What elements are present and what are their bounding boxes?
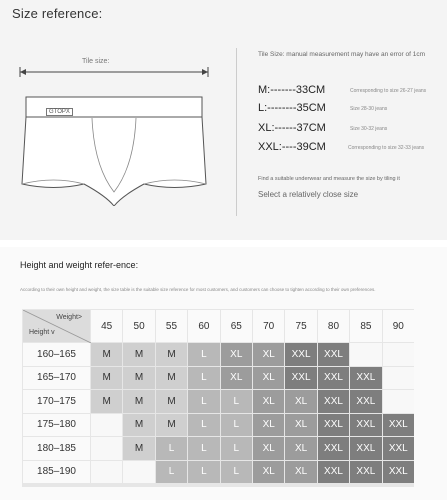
size-cell: L xyxy=(188,343,219,366)
size-cell xyxy=(350,343,381,366)
size-cell: XXL xyxy=(350,367,381,390)
weight-header: 75 xyxy=(285,310,316,342)
size-cell: XL xyxy=(221,367,252,390)
size-cell: XL xyxy=(253,343,284,366)
size-cell xyxy=(383,367,414,390)
height-header: 165–170 xyxy=(23,367,90,390)
size-cell: M xyxy=(156,343,187,366)
choose-size-hint: Select a relatively close size xyxy=(258,190,359,199)
weight-header: 85 xyxy=(350,310,381,342)
size-cell: XL xyxy=(253,367,284,390)
size-cell: XXL xyxy=(318,343,349,366)
size-cell: M xyxy=(91,343,122,366)
size-reference-title: Size reference: xyxy=(12,6,103,21)
size-cell: XXL xyxy=(285,343,316,366)
weight-header: 45 xyxy=(91,310,122,342)
weight-header: 60 xyxy=(188,310,219,342)
brand-label: GTOPX xyxy=(46,108,73,116)
size-cell: XL xyxy=(221,343,252,366)
size-cell: L xyxy=(221,414,252,437)
section-divider xyxy=(236,48,237,216)
size-cell: M xyxy=(123,437,154,460)
size-cell: L xyxy=(221,390,252,413)
size-cell: XXL xyxy=(285,367,316,390)
size-cell: XL xyxy=(253,414,284,437)
size-cell: L xyxy=(188,367,219,390)
size-cell: XL xyxy=(253,437,284,460)
size-cell: L xyxy=(188,437,219,460)
weight-axis-label: Weight> xyxy=(56,314,82,321)
size-cell: M xyxy=(123,343,154,366)
weight-header: 80 xyxy=(318,310,349,342)
size-cell xyxy=(91,414,122,437)
size-cell: M xyxy=(91,390,122,413)
measure-hint: Find a suitable underwear and measure the size by tiling it xyxy=(258,176,400,182)
height-header: 185–190 xyxy=(23,461,90,484)
size-cell xyxy=(383,390,414,413)
size-cell: XXL xyxy=(318,461,349,484)
size-cell: XXL xyxy=(383,414,414,437)
size-cell: XXL xyxy=(383,437,414,460)
size-cell: XL xyxy=(285,437,316,460)
size-cell: XL xyxy=(285,414,316,437)
size-cell xyxy=(123,461,154,484)
underwear-illustration xyxy=(14,56,224,206)
size-cell: XXL xyxy=(383,461,414,484)
size-cell xyxy=(91,437,122,460)
size-cell: XXL xyxy=(318,414,349,437)
size-note: Size 28-30 jeans xyxy=(350,106,388,112)
size-cell xyxy=(91,461,122,484)
size-label: XL:------37CM xyxy=(258,122,326,134)
size-cell: XL xyxy=(253,390,284,413)
size-cell: L xyxy=(156,461,187,484)
size-cell: XL xyxy=(253,461,284,484)
height-weight-description: According to their own height and weight, the size table is the suitable size reference for most customers, and customers can choose to tighten according to their own preferences. xyxy=(20,287,376,292)
size-cell: M xyxy=(156,390,187,413)
size-cell: L xyxy=(188,390,219,413)
size-cell: L xyxy=(188,414,219,437)
size-cell: XL xyxy=(285,390,316,413)
size-cell: XXL xyxy=(350,437,381,460)
height-weight-title: Height and weight refer-ence: xyxy=(20,260,139,270)
weight-header: 55 xyxy=(156,310,187,342)
size-cell: XXL xyxy=(350,390,381,413)
size-cell: M xyxy=(156,367,187,390)
size-cell: L xyxy=(188,461,219,484)
size-note: Size 30-32 jeans xyxy=(350,126,388,132)
size-cell: M xyxy=(91,367,122,390)
size-cell: M xyxy=(123,390,154,413)
size-cell: XXL xyxy=(350,414,381,437)
size-note: Corresponding to size 32-33 jeans xyxy=(348,145,425,151)
size-chart-table xyxy=(22,309,414,487)
size-label: L:--------35CM xyxy=(258,102,326,114)
weight-header: 65 xyxy=(221,310,252,342)
size-label: XXL:----39CM xyxy=(258,141,326,153)
weight-header: 70 xyxy=(253,310,284,342)
size-cell: M xyxy=(156,414,187,437)
size-cell: M xyxy=(123,367,154,390)
size-cell: L xyxy=(221,437,252,460)
weight-header: 50 xyxy=(123,310,154,342)
height-header: 170–175 xyxy=(23,390,90,413)
size-cell: XL xyxy=(285,461,316,484)
size-label: M:-------33CM xyxy=(258,84,326,96)
height-header: 175–180 xyxy=(23,414,90,437)
size-cell: L xyxy=(156,437,187,460)
size-cell: XXL xyxy=(318,390,349,413)
height-header: 160–165 xyxy=(23,343,90,366)
size-cell: XXL xyxy=(318,367,349,390)
table-corner-header xyxy=(23,310,90,342)
weight-header: 90 xyxy=(383,310,414,342)
size-cell xyxy=(383,343,414,366)
size-note: Corresponding to size 26-27 jeans xyxy=(350,88,427,94)
size-cell: L xyxy=(221,461,252,484)
measurement-note: Tile Size: manual measurement may have an error of 1cm xyxy=(258,51,426,58)
tile-size-label: Tile size: xyxy=(82,58,110,65)
size-cell: M xyxy=(123,414,154,437)
height-axis-label: Height v xyxy=(29,329,55,336)
size-cell: XXL xyxy=(350,461,381,484)
size-cell: XXL xyxy=(318,437,349,460)
height-header: 180–185 xyxy=(23,437,90,460)
